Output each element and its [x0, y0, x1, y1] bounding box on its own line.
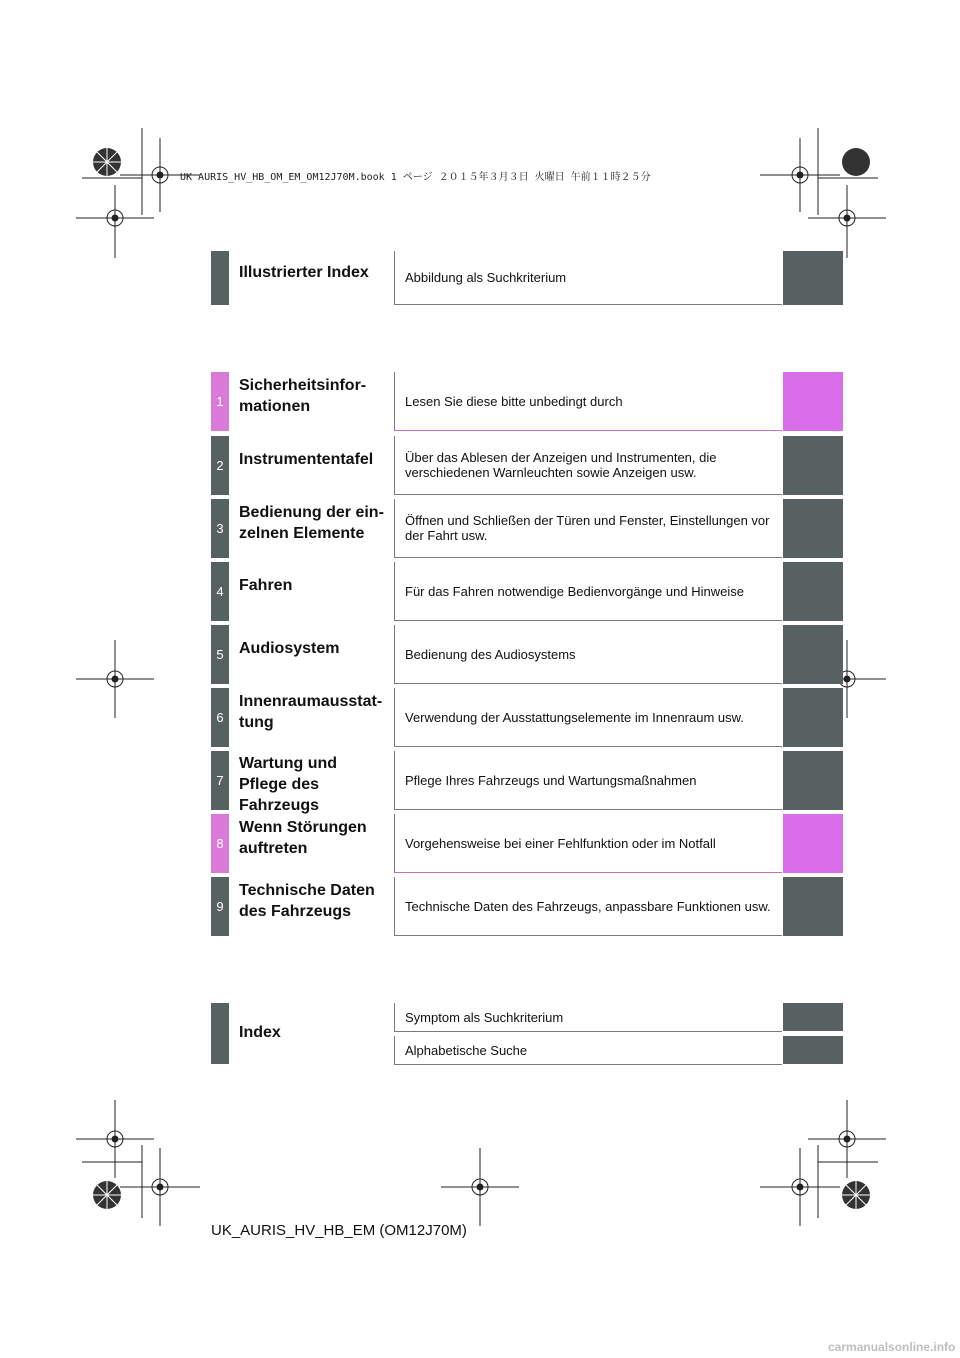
section-title: Bedienung der ein- zelnen Elemente: [239, 503, 384, 542]
section-tab: [783, 751, 843, 810]
section-number: 9: [211, 877, 229, 936]
section-title: Wartung und Pflege des Fahrzeugs: [239, 755, 338, 814]
section-title: Sicherheitsinfor- mationen: [239, 376, 367, 415]
section-description: Abbildung als Suchkriterium: [394, 251, 782, 305]
section-number: 6: [211, 688, 229, 747]
section-description: Verwendung der Ausstattungselemente im Innenraum usw.: [394, 688, 782, 747]
index-item-symptom[interactable]: Symptom als Suchkriterium: [394, 1003, 782, 1032]
section-title: Technische Daten des Fahrzeugs: [239, 881, 375, 920]
section-tab: [783, 814, 843, 873]
document-id-footer: UK_AURIS_HV_HB_EM (OM12J70M): [211, 1222, 467, 1239]
index-row[interactable]: [211, 1003, 843, 1064]
section-title: Audiosystem: [239, 640, 340, 657]
book-header-note: UK AURIS_HV_HB_OM_EM_OM12J70M.book 1 ページ ２０１５年３月３日 火曜日 午前１１時２５分: [180, 172, 651, 183]
section-tab: [783, 436, 843, 495]
section-description: Vorgehensweise bei einer Fehlfunktion oder im Notfall: [394, 814, 782, 873]
section-title: Index: [239, 1024, 281, 1041]
section-tab: [783, 625, 843, 684]
section-number: 7: [211, 751, 229, 810]
section-number: 3: [211, 499, 229, 558]
section-row[interactable]: [211, 751, 843, 814]
section-row[interactable]: [211, 814, 843, 873]
section-row[interactable]: [211, 372, 843, 431]
section-title: Wenn Störungen auftreten: [239, 818, 367, 857]
section-tab: [783, 688, 843, 747]
section-description: Bedienung des Audiosystems: [394, 625, 782, 684]
section-title: Illustrierter Index: [239, 263, 369, 281]
section-description: Technische Daten des Fahrzeugs, anpassbare Funktionen usw.: [394, 877, 782, 936]
section-tab: [783, 251, 843, 305]
section-row[interactable]: [211, 562, 843, 621]
section-tab: [783, 562, 843, 621]
section-row[interactable]: [211, 251, 843, 305]
section-number: 5: [211, 625, 229, 684]
section-row[interactable]: [211, 625, 843, 684]
section-number: 2: [211, 436, 229, 495]
section-tab: [783, 1036, 843, 1064]
section-description: Pflege Ihres Fahrzeugs und Wartungsmaßnahmen: [394, 751, 782, 810]
section-number: 8: [211, 814, 229, 873]
section-tab: [783, 877, 843, 936]
section-title: Fahren: [239, 577, 293, 594]
section-number: 1: [211, 372, 229, 431]
section-row[interactable]: [211, 877, 843, 936]
section-tab: [783, 499, 843, 558]
section-number: 4: [211, 562, 229, 621]
section-description: Über das Ablesen der Anzeigen und Instrumenten, die verschiedenen Warnleuchten sowie Anzeigen usw.: [394, 436, 782, 495]
section-description: Öffnen und Schließen der Türen und Fenster, Einstellungen vor der Fahrt usw.: [394, 499, 782, 558]
section-row[interactable]: [211, 499, 843, 558]
section-description: Lesen Sie diese bitte unbedingt durch: [394, 372, 782, 431]
section-description: Für das Fahren notwendige Bedienvorgänge und Hinweise: [394, 562, 782, 621]
section-tab: [783, 372, 843, 431]
index-item-alphabetic[interactable]: Alphabetische Suche: [394, 1036, 782, 1065]
section-tab: [783, 1003, 843, 1031]
section-row[interactable]: [211, 688, 843, 747]
section-title: Innenraumausstat- tung: [239, 692, 383, 731]
section-title: Instrumententafel: [239, 451, 374, 468]
watermark-brand: carmanualsonline.info: [828, 1340, 956, 1354]
section-number: [211, 251, 229, 305]
section-bar: [211, 1003, 229, 1064]
section-row[interactable]: [211, 436, 843, 495]
